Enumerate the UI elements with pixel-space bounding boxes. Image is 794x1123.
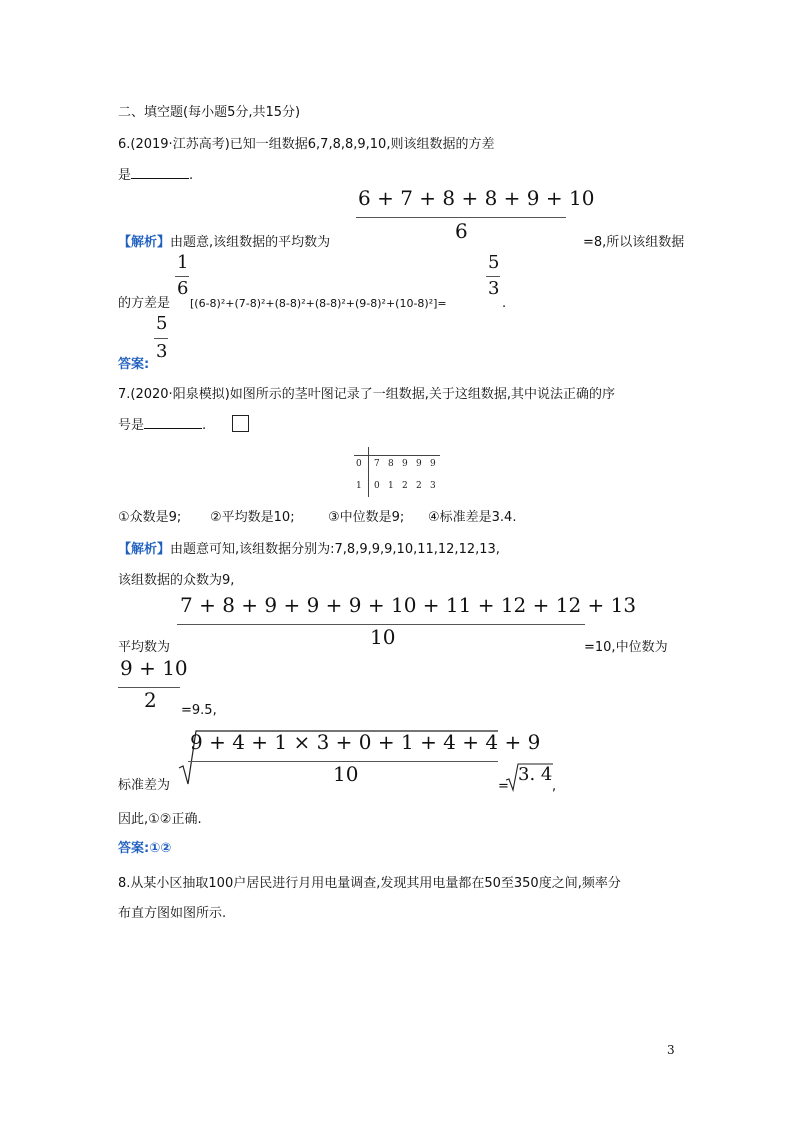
q7-mean-prefix: 平均数为 [118,640,171,655]
leaf-value: 1 [388,481,394,491]
q7-option-3: ③中位数是9; [328,510,405,525]
q6-frac1-bar [175,276,189,277]
q7-line2 [118,416,206,434]
q7-line1: 7.(2020·阳泉模拟)如图所示的茎叶图记录了一组数据,关于这组数据,其中说法正确的序 [118,387,616,402]
stem-value: 0 [356,459,362,469]
q6-answer-den: 3 [156,341,168,362]
stem-leaf-top-rule [354,455,440,456]
q7-option-4: ④标准差是3.4. [428,510,517,525]
q7-line2-prefix: 号是 [118,418,145,433]
q6-var-end: . [502,296,507,311]
q7-sd-end: , [552,779,557,794]
q6-result-num: 5 [488,252,500,273]
q7-jiexi [118,542,500,558]
q6-line1: 6.(2019·江苏高考)已知一组数据6,7,8,8,9,10,则该组数据的方差 [118,137,495,152]
q7-median-numerator: 9 + 10 [120,656,188,680]
q7-mean-suffix: =10,中位数为 [584,640,668,655]
leaf-value: 7 [374,459,380,469]
leaf-value: 2 [416,481,422,491]
q6-var-prefix: 的方差是 [118,296,171,311]
q6-answer-bar [154,338,168,339]
q6-line2 [118,166,193,184]
q6-frac1-num: 1 [177,252,189,273]
checkbox-icon [232,415,249,432]
stem-leaf-divider [368,447,369,497]
q7-mean-denominator: 10 [370,625,396,649]
q8-line1: 8.从某小区抽取100户居民进行月用电量调查,发现其用电量都在50至350度之间,频率分 [118,876,621,891]
q6-answer-num: 5 [156,313,168,334]
q7-answer: 答案:①② [118,841,172,856]
leaf-value: 2 [402,481,408,491]
q7-sd-prefix: 标准差为 [118,778,171,793]
q7-sd-denominator: 10 [333,762,359,786]
q7-sd-numerator: 9 + 4 + 1 × 3 + 0 + 1 + 4 + 4 + 9 [190,730,541,754]
q6-mean-denominator: 6 [455,219,468,243]
stem-value: 1 [356,481,362,491]
q7-mode-text: 该组数据的众数为9, [118,573,235,588]
q7-median-suffix: =9.5, [181,703,217,718]
leaf-value: 9 [430,459,436,469]
q7-option-2: ②平均数是10; [210,510,295,525]
q7-conclusion: 因此,①②正确. [118,812,202,827]
leaf-value: 3 [430,481,436,491]
q6-jiexi-end: =8,所以该组数据 [583,235,685,250]
q7-median-denominator: 2 [144,688,157,712]
section-title: 二、填空题(每小题5分,共15分) [118,105,301,120]
q6-result-bar [486,276,500,277]
q7-line2-suffix: . [202,418,207,433]
q6-mean-numerator: 6 + 7 + 8 + 8 + 9 + 10 [358,186,595,210]
q7-answer-blank [144,416,202,429]
q6-line2-prefix: 是 [118,168,132,183]
leaf-value: 0 [374,481,380,491]
q7-jiexi-label: 【解析】 [118,542,171,557]
q6-jiexi-label: 【解析】 [118,235,171,250]
leaf-value: 9 [402,459,408,469]
q6-answer-label: 答案: [118,357,150,372]
leaf-value: 8 [388,459,394,469]
leaf-value: 9 [416,459,422,469]
q7-jiexi-text: 由题意可知,该组数据分别为:7,8,9,9,9,10,11,12,12,13, [170,542,500,557]
q6-line2-suffix: . [189,168,194,183]
q8-line2: 布直方图如图所示. [118,906,227,921]
q6-result-den: 3 [488,278,500,299]
q6-answer-blank [131,166,189,179]
q6-jiexi-text: 由题意,该组数据的平均数为 [170,235,331,250]
q6-mean-fraction-bar [356,217,566,218]
q7-sd-eq: = [498,779,509,794]
q6-frac1-den: 6 [177,278,189,299]
q6-jiexi [118,235,330,251]
q6-var-body: [(6-8)²+(7-8)²+(8-8)²+(8-8)²+(9-8)²+(10-8)²]= [190,297,447,310]
q7-mean-numerator: 7 + 8 + 9 + 9 + 9 + 10 + 11 + 12 + 12 + 13 [180,593,637,617]
q7-sd-value: 3. 4 [518,764,553,785]
page-number: 3 [667,1043,675,1057]
q7-option-1: ①众数是9; [118,510,182,525]
